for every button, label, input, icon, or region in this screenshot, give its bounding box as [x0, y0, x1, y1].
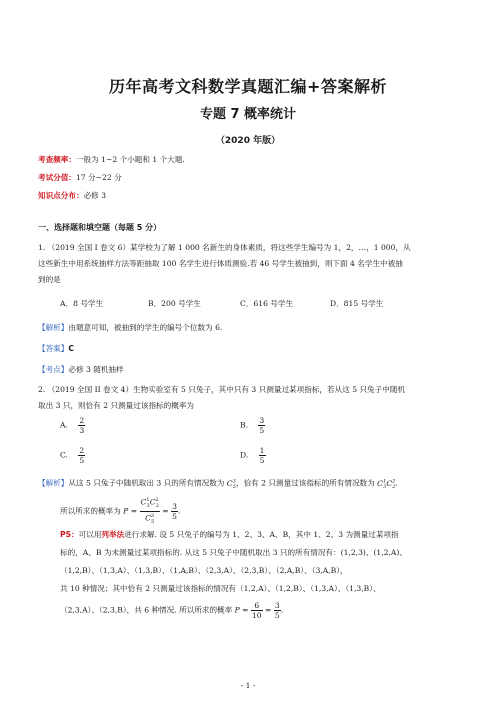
q2-option-b-letter: B.: [240, 420, 248, 430]
document-subtitle: 专题 7 概率统计: [199, 107, 297, 122]
q1-analysis-label: 【解析】: [38, 323, 69, 332]
knowledge-value: 必修 3: [83, 191, 106, 200]
frequency-label: 考查频率：: [38, 155, 76, 164]
prob-result-fraction: [171, 502, 178, 521]
q2-option-c-fraction: [78, 446, 85, 465]
q1-analysis: [38, 322, 222, 333]
q1-option-a: A．8 号学生: [60, 299, 104, 308]
combination-c53: $C^3_5$: [226, 478, 236, 491]
score-value: 17 分~22 分: [75, 173, 122, 182]
q1-line1: 1. （2019 全国 I 卷文 6）某学校为了解 1 000 名新生的身体素质，将这些学生编号为 1，2，…，1 000，从: [38, 243, 411, 252]
fraction-numerator: 3: [259, 416, 265, 425]
frequency-line: [38, 154, 185, 165]
q1-point-label: 【考点】: [38, 365, 69, 374]
fraction-numerator: $C^1_3C^2_2$: [140, 496, 160, 512]
q2-option-a: [60, 416, 85, 435]
ps-fraction-2: [274, 601, 284, 620]
fraction-denominator: 5: [274, 611, 280, 620]
prob-symbol: P: [234, 605, 240, 615]
ps-label: PS：: [60, 530, 79, 539]
prob-fraction: [140, 496, 160, 527]
section-heading: 一、选择题和填空题（每题 5 分）: [38, 223, 162, 232]
fraction-numerator: 1: [259, 446, 265, 455]
q1-point-text: 必修 3 随机抽样: [68, 365, 124, 374]
ps-line4: 共 10 种情况；其中恰有 2 只测量过该指标的情况有（1,2,A）、（1,2,B）、（1,3,A）、（1,3,B）、: [60, 584, 381, 593]
q2-probability-line: 所以所求的概率为 P = $\frac{C^1_3C^2_2}{C^3_5}$ = $\frac{3}{5}$ .: [60, 497, 181, 526]
q2-option-c: [60, 446, 85, 465]
knowledge-line: [38, 190, 106, 201]
fraction-numerator: 6: [251, 601, 263, 611]
ps-line2: 标的，A、B 为未测量过某项指标的. 从这 5 只兔子中随机取出 3 只的所有情况有：(1,2,3)、(1,2,A)、: [60, 548, 407, 557]
q1-answer-text: C: [68, 344, 74, 353]
fraction-denominator: 10: [251, 611, 262, 620]
q2-option-d: [240, 446, 266, 465]
q1-analysis-text: 由题意可知，被抽到的学生的编号个位数为 6.: [68, 323, 223, 332]
q1-option-b: B．200 号学生: [148, 299, 201, 308]
q2-analysis-text-a: 从这 5 只兔子中随机取出 3 只的所有情况数为: [68, 478, 227, 488]
fraction-denominator: 5: [259, 456, 265, 465]
q2-analysis: [38, 476, 398, 493]
page-number: - 1 -: [240, 681, 256, 690]
q2-prob-text: 所以所求的概率为: [60, 506, 124, 516]
q1-line3: 到的是: [38, 275, 61, 284]
q2-line1: 2. （2019 全国 II 卷文 4）生物实验室有 5 只兔子，其中只有 3 只测量过某项指标，若从这 5 只兔子中随机: [38, 385, 406, 394]
score-line: [38, 172, 122, 183]
q2-option-d-fraction: [259, 446, 266, 465]
fraction-numerator: 3: [172, 502, 177, 512]
q1-point: [38, 364, 124, 375]
q2-analysis-text-c: .: [395, 478, 398, 488]
q2-option-a-letter: A.: [60, 420, 68, 430]
ps-method: 列举法: [101, 530, 125, 539]
ps-fraction-1: [251, 601, 263, 620]
edition-label: （2020 年版）: [215, 136, 281, 146]
fraction-numerator: 2: [79, 416, 85, 425]
ps-line3: （1,2,B）、（1,3,A）、（1,3,B）、（1,A,B）、（2,3,A）、（2,3,B）、（2,A,B）、（3,A,B），: [60, 566, 348, 575]
ps-text-b: 进行求解. 设 5 只兔子的编号为 1、2、3、A、B，其中 1、2、3 为测量过某项指: [124, 530, 399, 539]
q2-option-d-letter: D.: [240, 450, 249, 460]
fraction-numerator: 3: [274, 601, 280, 610]
knowledge-label: 知识点分布：: [38, 191, 84, 200]
prob-symbol: P: [123, 506, 129, 516]
score-label: 考试分值：: [38, 173, 76, 182]
ps-line1: [60, 529, 399, 540]
q2-option-c-letter: C.: [60, 450, 68, 460]
q2-analysis-label: 【解析】: [38, 478, 69, 488]
q1-answer: [38, 343, 74, 354]
q2-analysis-text-b: ，恰有 2 只测量过该指标的所有情况数为: [235, 478, 378, 488]
fraction-denominator: 5: [259, 426, 265, 435]
frequency-value: 一般为 1~2 个小题和 1 个大题.: [75, 155, 185, 164]
fraction-denominator: 5: [172, 512, 177, 522]
fraction-denominator: 3: [79, 426, 85, 435]
q1-line2: 这些新生中用系统抽样方法等距抽取 100 名学生进行体质测验.若 46 号学生被抽到，则下面 4 名学生中被抽: [38, 259, 403, 268]
q2-option-b: [240, 416, 265, 435]
q2-option-a-fraction: [78, 416, 85, 435]
ps-line5: （2,3,A）、（2,3,B），共 6 种情况. 所以所求的概率 P = $\frac{6}{10}$ = $\frac{3}{5}$ .: [60, 601, 284, 620]
document-title: 历年高考文科数学真题汇编+答案解析: [109, 77, 387, 96]
q1-option-d: D．815 号学生: [330, 299, 384, 308]
ps-text-a: 可以用: [78, 530, 102, 539]
fraction-denominator: 5: [79, 456, 85, 465]
ps-end: .: [280, 605, 284, 615]
fraction-numerator: 2: [79, 446, 85, 455]
ps-line5-text: （2,3,A）、（2,3,B），共 6 种情况. 所以所求的概率: [60, 605, 235, 615]
q1-option-c: C．616 号学生: [240, 299, 294, 308]
combination-c31c22: $C^1_3C^2_2$: [377, 478, 396, 491]
q2-line2: 取出 3 只，则恰有 2 只测量过该指标的概率为: [38, 401, 195, 410]
q2-option-b-fraction: [258, 416, 265, 435]
q1-answer-label: 【答案】: [38, 344, 69, 353]
fraction-denominator: $C^3_5$: [145, 513, 155, 526]
